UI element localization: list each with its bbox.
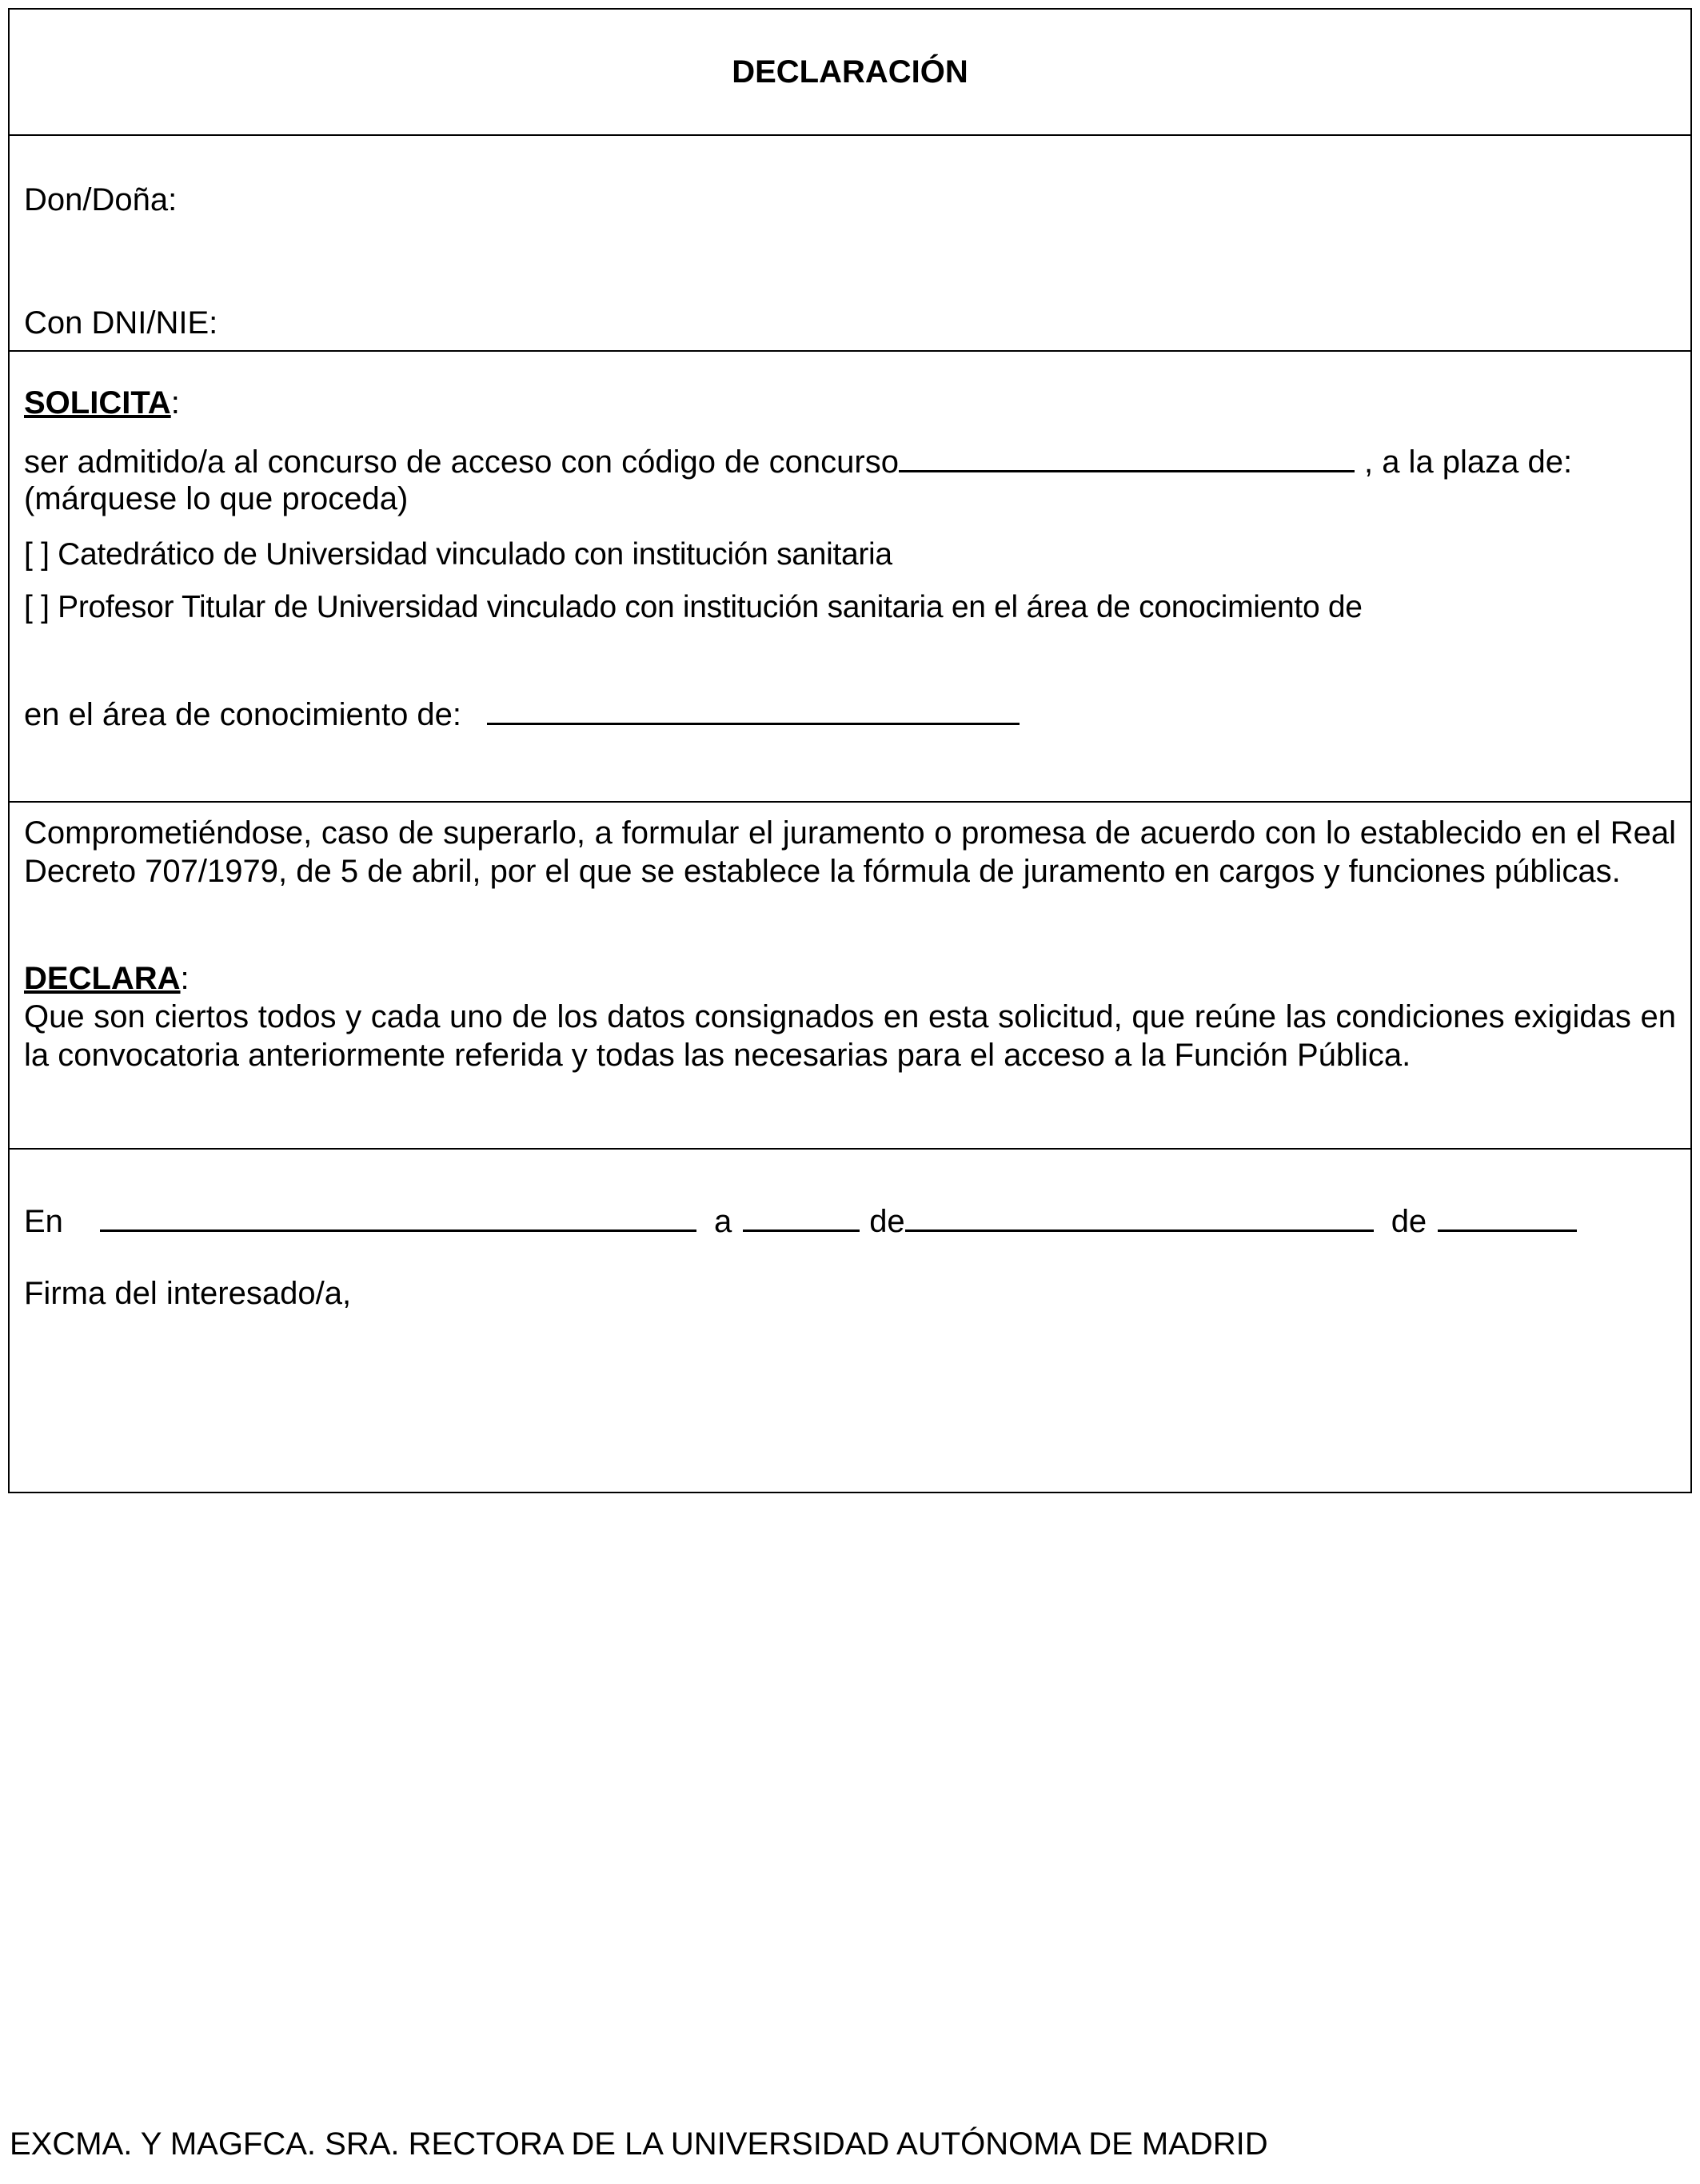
declara-paragraph: Que son ciertos todos y cada uno de los datos consignados en esta solicitud, que reúne las condiciones exigidas en la convocatoria anteriormente referida y todas las necesarias para el acceso a la Función Pública.	[24, 999, 1676, 1073]
declara-heading	[24, 959, 190, 998]
place-date-line	[24, 1201, 1577, 1241]
solicita-colon: :	[170, 385, 180, 420]
declara-section	[10, 801, 1690, 1148]
solicita-heading-text: SOLICITA	[24, 385, 171, 420]
a-label: a	[713, 1204, 732, 1239]
area-label: en el área de conocimiento de:	[24, 697, 462, 732]
de-label-2: de	[1391, 1204, 1427, 1239]
concurso-code-field[interactable]	[899, 441, 1355, 472]
addressee-footer: EXCMA. Y MAGFCA. SRA. RECTORA DE LA UNIVERSIDAD AUTÓNOMA DE MADRID	[10, 2126, 1268, 2162]
checkbox-catedratico[interactable]: [ ]	[24, 537, 50, 572]
checkbox-titular[interactable]: [ ]	[24, 590, 50, 624]
signature-area[interactable]	[24, 1325, 824, 1469]
solicita-section	[10, 350, 1690, 801]
place-field[interactable]	[100, 1201, 696, 1232]
solicita-heading	[24, 384, 180, 422]
area-field[interactable]	[487, 694, 1020, 725]
compromiso-paragraph: Comprometiéndose, caso de superarlo, a formular el juramento o promesa de acuerdo con lo establecido en el Real Decreto 707/1979, de 5 de abril, por el que se establece la fórmula de juramento en cargos y funciones públicas.	[24, 815, 1676, 889]
declara-colon: :	[180, 961, 190, 996]
instructions-text: (márquese lo que proceda)	[24, 481, 409, 516]
year-field[interactable]	[1438, 1201, 1577, 1232]
de-label-1: de	[869, 1204, 905, 1239]
name-label: Don/Doña:	[24, 182, 178, 217]
signature-label: Firma del interesado/a,	[24, 1276, 352, 1311]
concurso-line	[24, 441, 1572, 481]
personal-data-section	[10, 134, 1690, 350]
day-field[interactable]	[743, 1201, 860, 1232]
month-field[interactable]	[905, 1201, 1374, 1232]
option-catedratico[interactable]	[24, 536, 892, 574]
declaration-form	[8, 8, 1692, 1493]
signature-section	[10, 1148, 1690, 1492]
dni-label: Con DNI/NIE:	[24, 305, 218, 341]
plaza-text: , a la plaza de:	[1363, 444, 1573, 480]
concurso-text: ser admitido/a al concurso de acceso con código de concurso	[24, 444, 899, 480]
option-titular-label: Profesor Titular de Universidad vinculado con institución sanitaria en el área de conocimiento de	[58, 590, 1363, 624]
option-catedratico-label: Catedrático de Universidad vinculado con institución sanitaria	[58, 537, 892, 572]
form-title: DECLARACIÓN	[732, 54, 968, 90]
area-line	[24, 694, 1020, 734]
option-titular[interactable]	[24, 588, 1363, 627]
declara-heading-text: DECLARA	[24, 961, 181, 996]
en-label: En	[24, 1204, 63, 1239]
title-section	[10, 10, 1690, 134]
